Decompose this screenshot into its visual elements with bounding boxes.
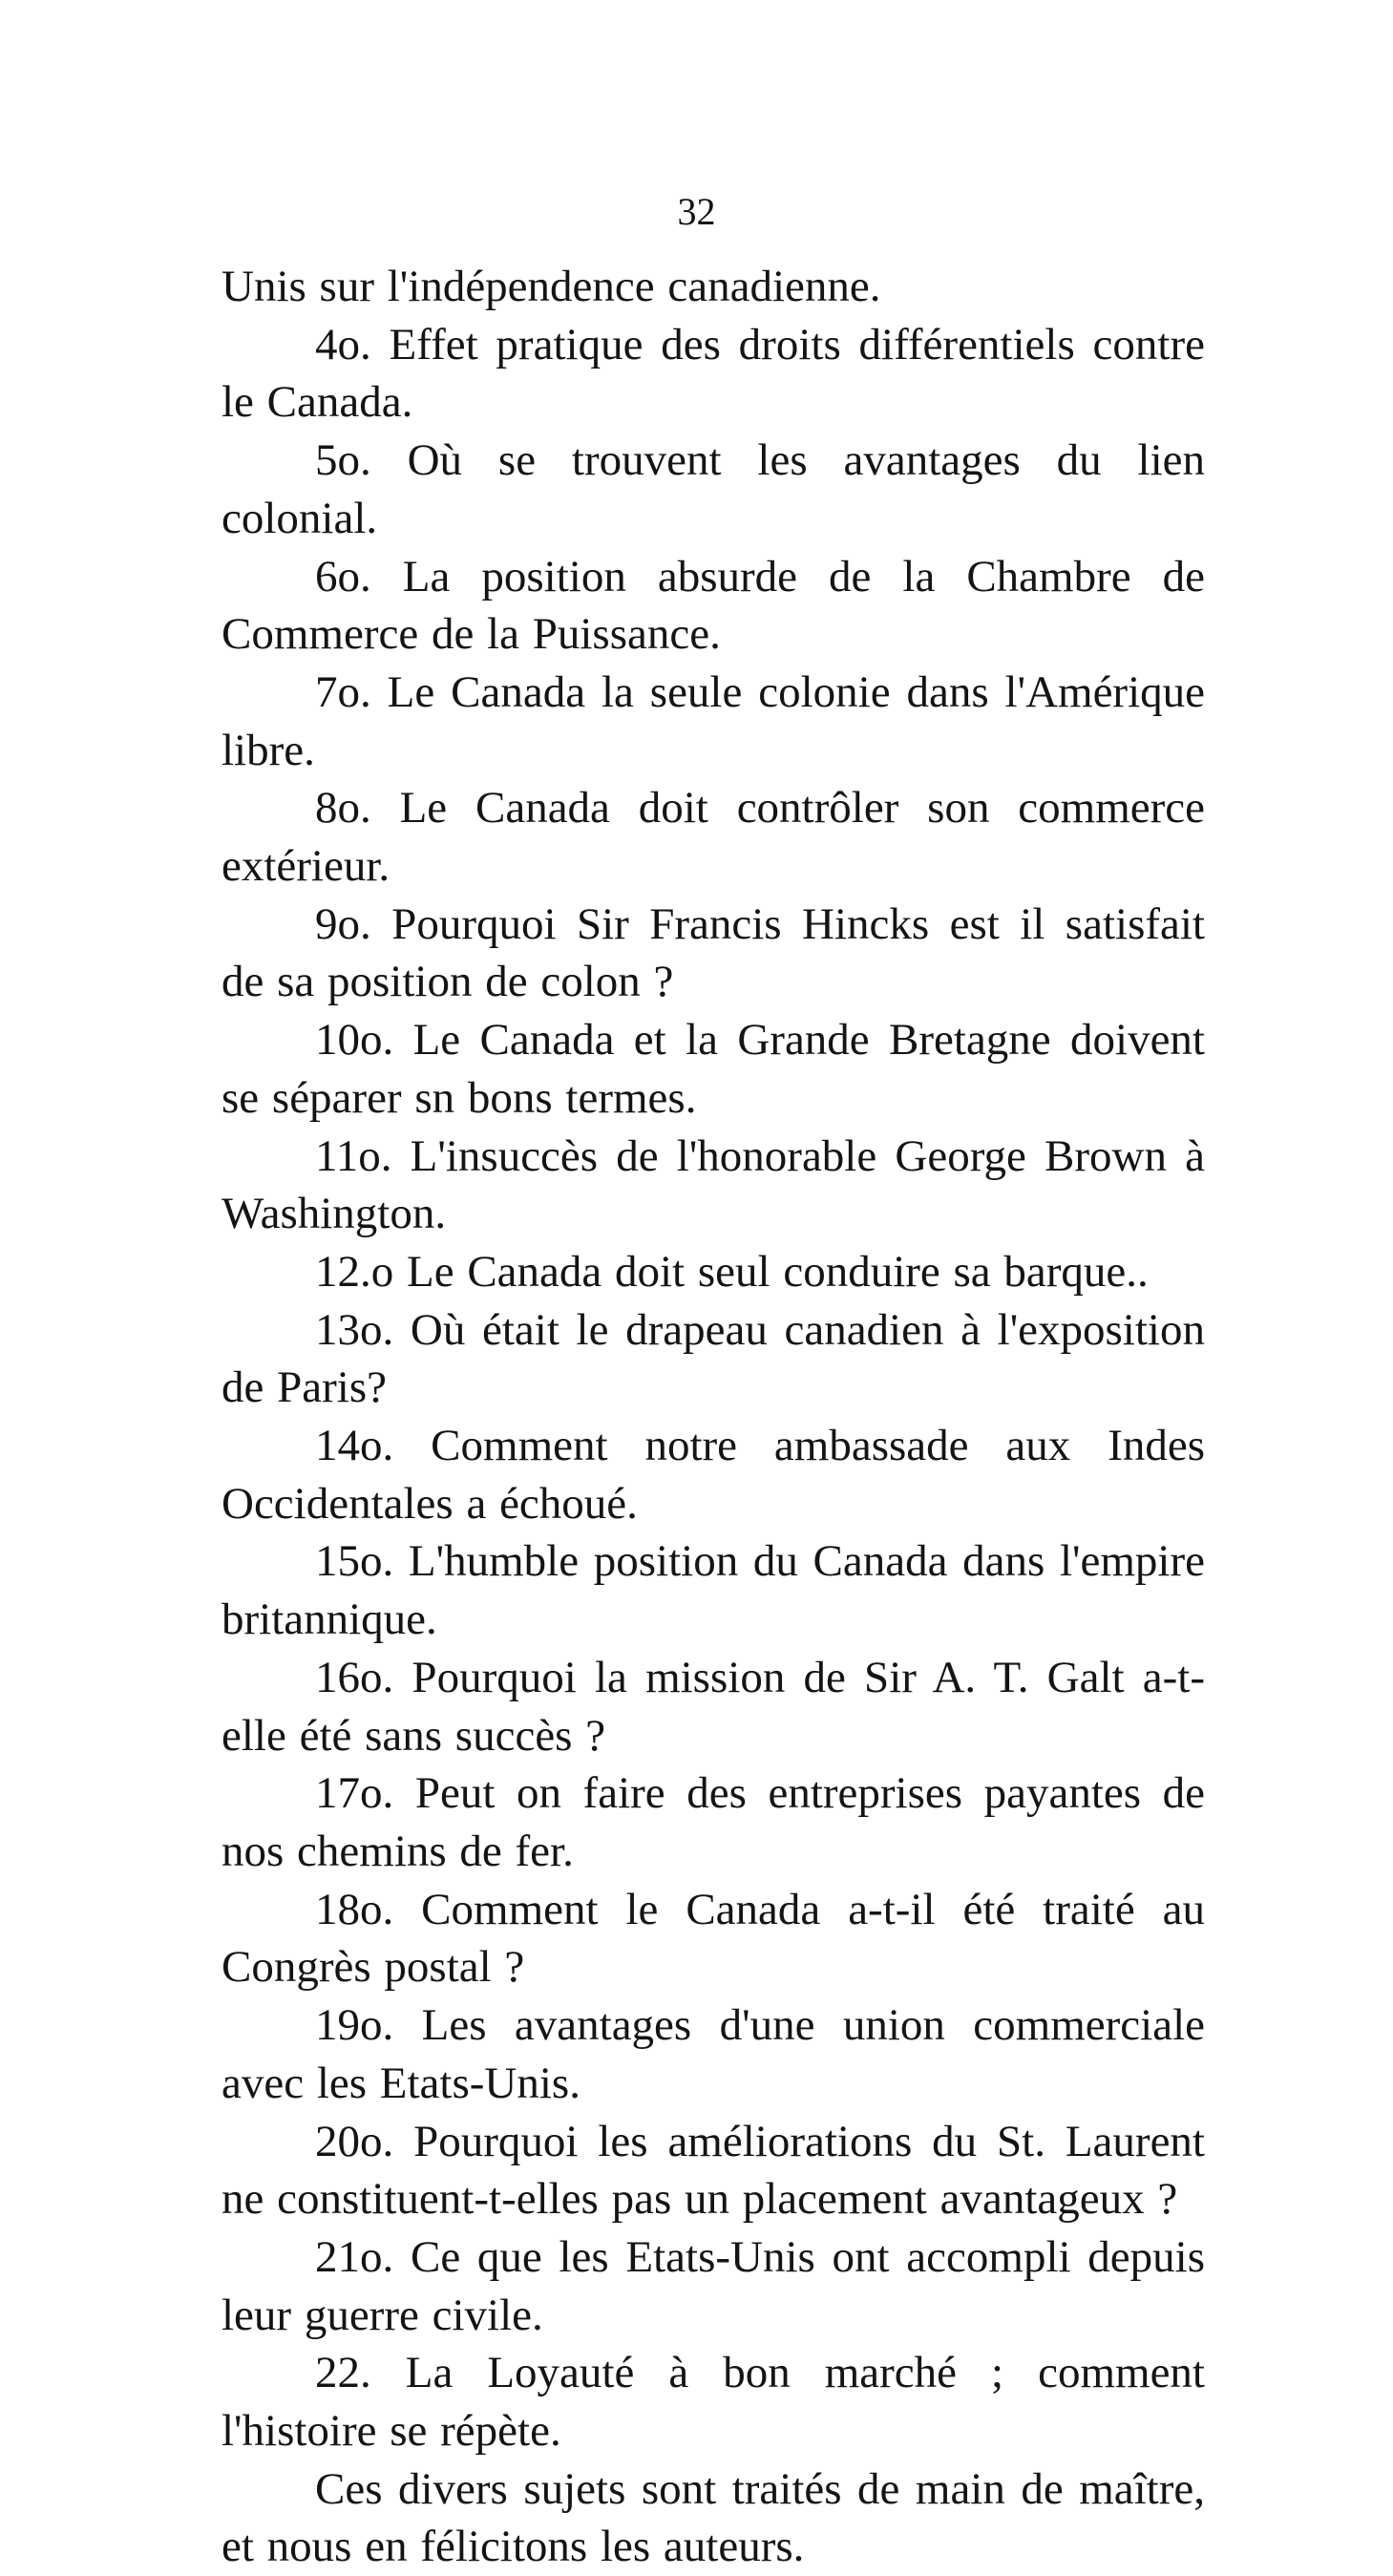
paragraph: 17o. Peut on faire des entreprises payantes de nos chemins de fer. — [222, 1768, 1205, 1876]
paragraph: Unis sur l'indépendence canadienne. — [222, 262, 881, 311]
paragraph: 19o. Les avantages d'une union commerciale avec les Etats-Unis. — [222, 2000, 1205, 2108]
paragraph: 4o. Effet pratique des droits différentiels contre le Canada. — [222, 319, 1205, 428]
page-number: 32 — [677, 190, 716, 233]
paragraph: 20o. Pourquoi les améliorations du St. Laurent ne constituent-t-elles pas un placement avantageux ? — [222, 2116, 1205, 2225]
paragraph: 18o. Comment le Canada a-t-il été traité au Congrès postal ? — [222, 1884, 1205, 1993]
paragraph: 6o. La position absurde de la Chambre de Commerce de la Puissance. — [222, 551, 1205, 660]
paragraph: 11o. L'insuccès de l'honorable George Brown à Washington. — [222, 1130, 1205, 1239]
paragraph: 21o. Ce que les Etats-Unis ont accompli depuis leur guerre civile. — [222, 2231, 1205, 2340]
paragraph: 12.o Le Canada doit seul conduire sa barque.. — [315, 1246, 1149, 1297]
paragraph: 10o. Le Canada et la Grande Bretagne doivent se séparer sn bons termes. — [222, 1015, 1205, 1123]
paragraph: 13o. Où était le drapeau canadien à l'exposition de Paris? — [222, 1304, 1205, 1413]
paragraph: 8o. Le Canada doit contrôler son commerce extérieur. — [222, 783, 1205, 892]
paragraph: 9o. Pourquoi Sir Francis Hincks est il satisfait de sa position de colon ? — [222, 898, 1205, 1007]
paragraph: 14o. Comment notre ambassade aux Indes Occidentales a échoué. — [222, 1421, 1205, 1529]
paragraph: 7o. Le Canada la seule colonie dans l'Amérique libre. — [222, 666, 1205, 775]
paragraph: Ces divers sujets sont traités de main de maître, et nous en félicitons les auteurs. — [222, 2463, 1205, 2572]
paragraph: 16o. Pourquoi la mission de Sir A. T. Galt a-t-elle été sans succès ? — [222, 1652, 1205, 1761]
body-text — [222, 258, 1205, 2576]
paragraph: 5o. Où se trouvent les avantages du lien colonial. — [222, 435, 1205, 543]
paragraph: 22. La Loyauté à bon marché ; comment l'histoire se répète. — [222, 2348, 1205, 2457]
paragraph: 15o. L'humble position du Canada dans l'empire britannique. — [222, 1536, 1205, 1645]
